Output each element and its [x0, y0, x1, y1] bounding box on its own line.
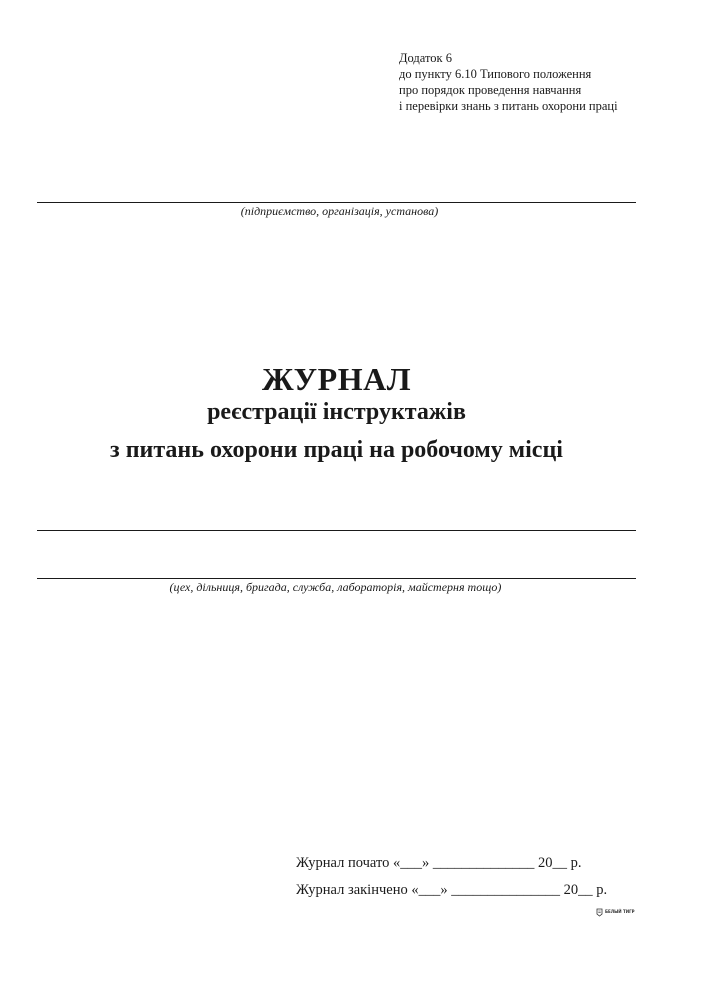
document-title: ЖУРНАЛ [261, 361, 412, 397]
journal-started-line: Журнал почато «___» ______________ 20__ р. [296, 855, 582, 871]
journal-dates [296, 850, 607, 904]
department-fill-line-2 [37, 578, 636, 579]
appendix-line-4: і перевірки знань з питань охорони праці [399, 99, 618, 113]
organization-caption: (підприємство, організація, установа) [240, 204, 439, 218]
document-subtitle-2: з питань охорони праці на робочому місці [110, 437, 563, 463]
document-subtitle-1: реєстрації інструктажів [207, 399, 466, 425]
appendix-line-3: про порядок проведення навчання [399, 83, 582, 97]
appendix-line-1: Додаток 6 [399, 51, 452, 65]
publisher-logo [596, 907, 636, 917]
journal-finished-line: Журнал закінчено «___» _______________ 20__ р. [296, 882, 608, 898]
publisher-logo-text: БЕЛЫЙ ТИГР [605, 909, 635, 914]
appendix-line-2: до пункту 6.10 Типового положення [399, 67, 592, 81]
department-fill-line-1 [37, 530, 636, 531]
appendix-note [399, 50, 618, 114]
tiger-icon [596, 908, 603, 917]
organization-fill-line [37, 202, 636, 203]
department-caption: (цех, дільниця, бригада, служба, лабораторія, майстерня тощо) [169, 580, 502, 594]
